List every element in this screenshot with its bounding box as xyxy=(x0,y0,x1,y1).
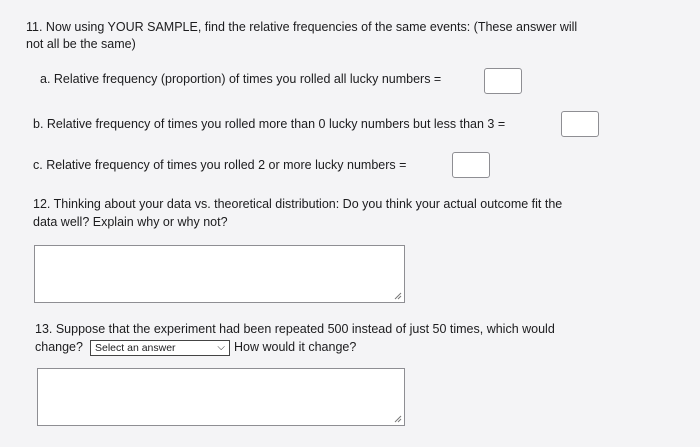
q11c-answer-input[interactable] xyxy=(452,152,490,178)
resize-grip-icon[interactable] xyxy=(394,292,402,300)
q11a-label: a. Relative frequency (proportion) of times you rolled all lucky numbers = xyxy=(40,72,442,86)
q11b-answer-input[interactable] xyxy=(561,111,599,137)
q12-line2: data well? Explain why or why not? xyxy=(33,215,228,229)
q11c-label: c. Relative frequency of times you rolled 2 or more lucky numbers = xyxy=(33,158,407,172)
q13-line2-prefix: change? xyxy=(35,340,83,354)
q13-line2-suffix: How would it change? xyxy=(234,340,357,354)
q11-line1: 11. Now using YOUR SAMPLE, find the relative frequencies of the same events: (These answer will xyxy=(26,20,578,34)
q12-answer-textarea[interactable] xyxy=(34,245,405,303)
q13-line1: 13. Suppose that the experiment had been repeated 500 instead of just 50 times, which would xyxy=(35,322,555,336)
q11a-answer-input[interactable] xyxy=(484,68,522,94)
q13-answer-select[interactable] xyxy=(90,340,230,356)
q11-line2: not all be the same) xyxy=(26,37,136,51)
q12-line1: 12. Thinking about your data vs. theoretical distribution: Do you think your actual outcome fit the xyxy=(33,197,563,211)
chevron-down-icon: ⌵ xyxy=(217,342,225,353)
q13-answer-textarea[interactable] xyxy=(37,368,405,426)
resize-grip-icon[interactable] xyxy=(394,415,402,423)
q11b-label: b. Relative frequency of times you rolled more than 0 lucky numbers but less than 3 = xyxy=(33,117,506,131)
select-value: Select an answer xyxy=(95,342,176,354)
